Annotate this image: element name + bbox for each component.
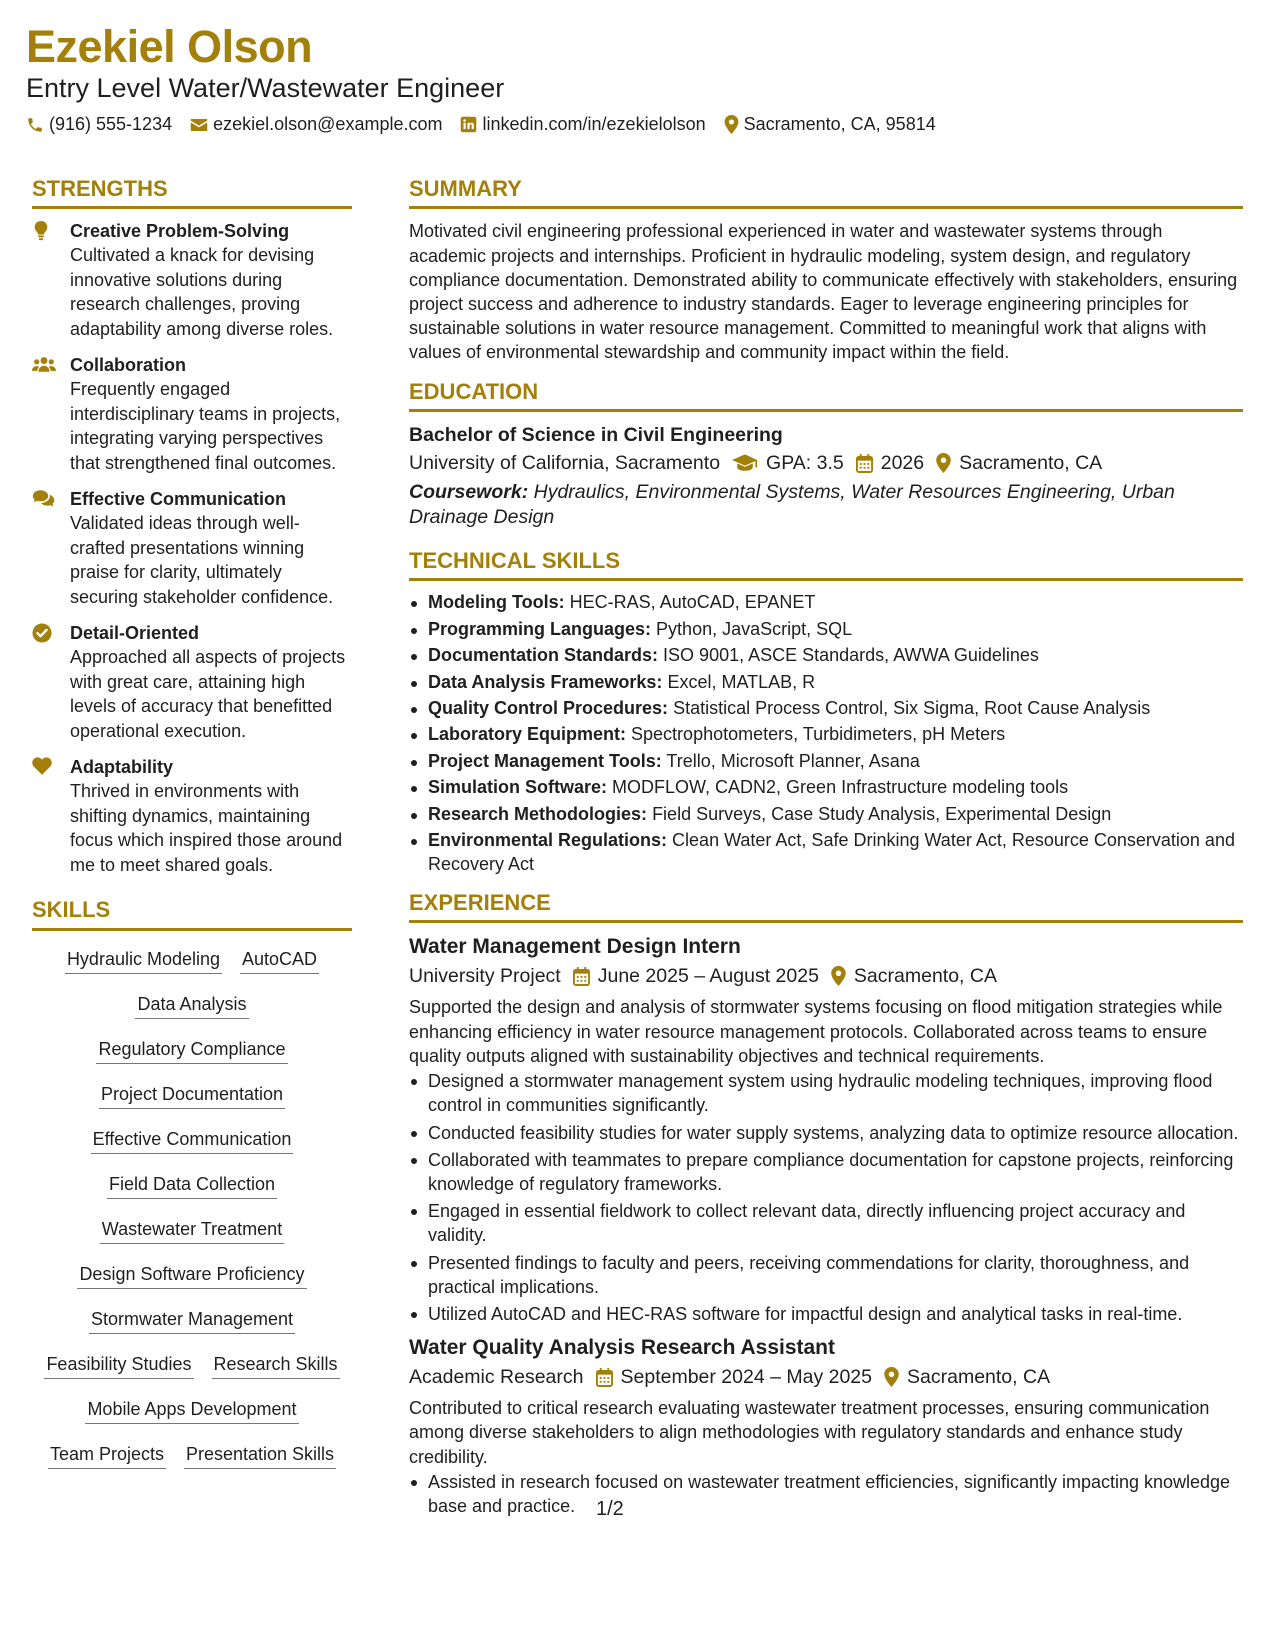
summary-text: Motivated civil engineering professional experienced in water and wastewater systems through academic projects and internships. Proficient in hydraulic modeling, system design, and regulatory compliance documentation. Demonstrated ability to communicate effectively with stakeholders, ensuring project success and adherence to industry standards. Eager to leverage engineering principles for sustainable solutions in water resource management. Committed to meaningful work that aligns with values of environmental stewardship and community impact within the field. — [409, 221, 1238, 363]
calendar-icon — [856, 454, 873, 473]
list-item: Utilized AutoCAD and HEC-RAS software for impactful design and analytical tasks in real-time. — [409, 1302, 1243, 1326]
skill-values: MODFLOW, CADN2, Green Infrastructure modeling tools — [612, 777, 1069, 798]
graduation-year: 2026 — [880, 452, 925, 474]
skill-tag: AutoCAD — [240, 947, 319, 974]
list-item: Assisted in research focused on wastewater treatment efficiencies, significantly impacting knowledge base and practice. — [409, 1470, 1243, 1518]
linkedin-icon — [460, 116, 477, 133]
skill-category: Simulation Software: — [428, 777, 608, 798]
map-pin-icon — [884, 1367, 899, 1387]
job-title-headline: Entry Level Water/Wastewater Engineer — [26, 73, 505, 103]
skill-category: Environmental Regulations: — [428, 829, 668, 850]
list-item — [409, 697, 1243, 721]
map-pin-icon — [831, 966, 846, 986]
strength-description: Validated ideas through well-crafted presentations winning praise for clarity, ultimately securing stakeholder confidence. — [70, 513, 334, 607]
lightbulb-icon — [32, 221, 50, 241]
coursework-label: Coursework: — [409, 481, 529, 503]
job-summary: Supported the design and analysis of stormwater systems focusing on flood mitigation strategies while enhancing efficiency in water resource management protocols. Collaborated across teams to ensure quality outputs aligned with sustainability objectives and technical requirements. — [409, 997, 1223, 1066]
job-location: Sacramento, CA — [907, 1366, 1051, 1389]
envelope-icon — [190, 117, 208, 133]
strength-item — [32, 219, 352, 341]
job-title: Water Quality Analysis Research Assistant — [409, 1336, 835, 1360]
list-item: Engaged in essential fieldwork to collect relevant data, directly influencing project accuracy and validity. — [409, 1199, 1243, 1247]
comments-icon — [32, 489, 56, 507]
candidate-name: Ezekiel Olson — [26, 21, 313, 72]
skill-tag: Field Data Collection — [107, 1172, 277, 1199]
skill-category: Data Analysis Frameworks: — [428, 671, 663, 692]
list-item — [409, 671, 1243, 695]
strength-title: Effective Communication — [70, 489, 287, 510]
education-heading: EDUCATION — [409, 379, 1243, 412]
list-item — [409, 644, 1243, 668]
skill-values: Trello, Microsoft Planner, Asana — [666, 750, 920, 771]
list-item — [409, 803, 1243, 827]
experience-heading: EXPERIENCE — [409, 890, 1243, 923]
map-pin-icon — [936, 453, 951, 473]
graduation-cap-icon — [732, 454, 758, 472]
skill-tag: Presentation Skills — [184, 1442, 336, 1469]
education-meta — [409, 448, 1243, 478]
strength-description: Frequently engaged interdisciplinary teams in projects, integrating varying perspectives that strengthened final outcomes. — [70, 379, 341, 473]
list-item: Collaborated with teammates to prepare compliance documentation for capstone projects, reinforcing knowledge of regulatory frameworks. — [409, 1148, 1243, 1196]
skills-heading: SKILLS — [32, 897, 352, 930]
job-title: Water Management Design Intern — [409, 935, 741, 959]
skill-values: Excel, MATLAB, R — [667, 671, 816, 692]
skill-tag: Research Skills — [212, 1352, 340, 1379]
list-item: Conducted feasibility studies for water supply systems, analyzing data to optimize resource allocation. — [409, 1121, 1243, 1145]
skill-values: Python, JavaScript, SQL — [656, 618, 853, 639]
skill-category: Project Management Tools: — [428, 750, 662, 771]
skill-category: Research Methodologies: — [428, 803, 648, 824]
strength-description: Cultivated a knack for devising innovative solutions during research challenges, proving adaptability among diverse roles. — [70, 245, 334, 339]
strength-item — [32, 621, 352, 743]
skill-tag: Mobile Apps Development — [85, 1397, 298, 1424]
strength-item — [32, 755, 352, 877]
skill-tag: Feasibility Studies — [44, 1352, 193, 1379]
strength-title: Collaboration — [70, 355, 186, 376]
job-dates: September 2024 – May 2025 — [620, 1366, 873, 1389]
skills-list — [32, 947, 352, 1487]
skill-category: Programming Languages: — [428, 618, 652, 639]
job-meta — [409, 961, 1243, 991]
skill-values: Field Surveys, Case Study Analysis, Experimental Design — [652, 803, 1112, 824]
check-circle-icon — [32, 623, 52, 643]
job-org: University Project — [409, 965, 561, 988]
list-item: Presented findings to faculty and peers, receiving commendations for clarity, thoroughness, and practical implications. — [409, 1251, 1243, 1299]
contact-phone[interactable] — [26, 114, 172, 135]
list-item — [409, 723, 1243, 747]
skill-category: Documentation Standards: — [428, 645, 659, 666]
skill-values: HEC-RAS, AutoCAD, EPANET — [569, 592, 816, 613]
coursework-list: Hydraulics, Environmental Systems, Water Resources Engineering, Urban Drainage Design — [409, 481, 1175, 528]
skill-tag: Stormwater Management — [89, 1307, 295, 1334]
strength-item — [32, 353, 352, 475]
heart-icon — [32, 757, 52, 775]
summary-heading: SUMMARY — [409, 176, 1243, 209]
technical-skills-list — [409, 591, 1243, 876]
email-text: ezekiel.olson@example.com — [213, 114, 443, 134]
skill-tag: Team Projects — [48, 1442, 166, 1469]
skill-tag: Data Analysis — [135, 992, 248, 1019]
job-location: Sacramento, CA — [853, 965, 997, 988]
skill-tag: Hydraulic Modeling — [65, 947, 222, 974]
skill-tag: Project Documentation — [99, 1082, 285, 1109]
phone-icon — [26, 116, 44, 134]
degree-title: Bachelor of Science in Civil Engineering — [409, 424, 783, 446]
skill-tag: Design Software Proficiency — [77, 1262, 306, 1289]
map-pin-icon — [724, 115, 739, 134]
school-name: University of California, Sacramento — [409, 452, 721, 474]
strength-title: Detail-Oriented — [70, 623, 200, 644]
list-item — [409, 591, 1243, 615]
education-location: Sacramento, CA — [959, 452, 1103, 474]
job-meta — [409, 1362, 1243, 1392]
strength-title: Creative Problem-Solving — [70, 221, 290, 242]
contact-location — [724, 114, 936, 135]
calendar-icon — [596, 1368, 613, 1387]
strength-description: Thrived in environments with shifting dynamics, maintaining focus which inspired those around me to meet shared goals. — [70, 781, 343, 875]
strength-title: Adaptability — [70, 757, 174, 778]
linkedin-text: linkedin.com/in/ezekielolson — [482, 114, 706, 134]
contact-linkedin[interactable] — [460, 114, 705, 135]
technical-skills-heading: TECHNICAL SKILLS — [409, 548, 1243, 581]
list-item — [409, 829, 1243, 876]
job-summary: Contributed to critical research evaluating wastewater treatment processes, ensuring communication among diverse stakeholders to align methodologies with regulatory standards and enhance study credibility. — [409, 1398, 1210, 1467]
job-entry — [409, 933, 1243, 1326]
job-entry — [409, 1334, 1243, 1518]
skill-values: Clean Water Act, Safe Drinking Water Act, Resource Conservation and Recovery Act — [428, 829, 1235, 874]
contact-bar — [26, 114, 954, 135]
skill-values: Statistical Process Control, Six Sigma, Root Cause Analysis — [673, 697, 1151, 718]
job-bullets — [409, 1470, 1243, 1518]
phone-text: (916) 555-1234 — [49, 114, 173, 134]
skill-values: Spectrophotometers, Turbidimeters, pH Meters — [631, 724, 1006, 745]
skill-tag: Effective Communication — [91, 1127, 294, 1154]
skill-tag: Regulatory Compliance — [96, 1037, 287, 1064]
left-column — [32, 176, 352, 1487]
job-org: Academic Research — [409, 1366, 584, 1389]
calendar-icon — [573, 967, 590, 986]
skill-tag: Wastewater Treatment — [100, 1217, 284, 1244]
list-item — [409, 618, 1243, 642]
location-text: Sacramento, CA, 95814 — [743, 114, 936, 134]
skill-category: Modeling Tools: — [428, 592, 565, 613]
skill-values: ISO 9001, ASCE Standards, AWWA Guidelines — [663, 645, 1039, 666]
list-item — [409, 750, 1243, 774]
job-bullets — [409, 1069, 1243, 1326]
page-number: 1/2 — [596, 1498, 624, 1520]
coursework — [409, 480, 1243, 530]
list-item: Designed a stormwater management system using hydraulic modeling techniques, improving flood control in communities significantly. — [409, 1069, 1243, 1117]
list-item — [409, 776, 1243, 800]
gpa-text: GPA: 3.5 — [766, 452, 844, 474]
strengths-heading: STRENGTHS — [32, 176, 352, 209]
contact-email[interactable] — [190, 114, 442, 135]
right-column — [409, 176, 1243, 1521]
job-dates: June 2025 – August 2025 — [597, 965, 819, 988]
skill-category: Laboratory Equipment: — [428, 724, 627, 745]
strength-item — [32, 487, 352, 609]
skill-category: Quality Control Procedures: — [428, 697, 669, 718]
strength-description: Approached all aspects of projects with great care, attaining high levels of accuracy that benefitted operational execution. — [70, 647, 346, 741]
users-icon — [32, 355, 56, 373]
